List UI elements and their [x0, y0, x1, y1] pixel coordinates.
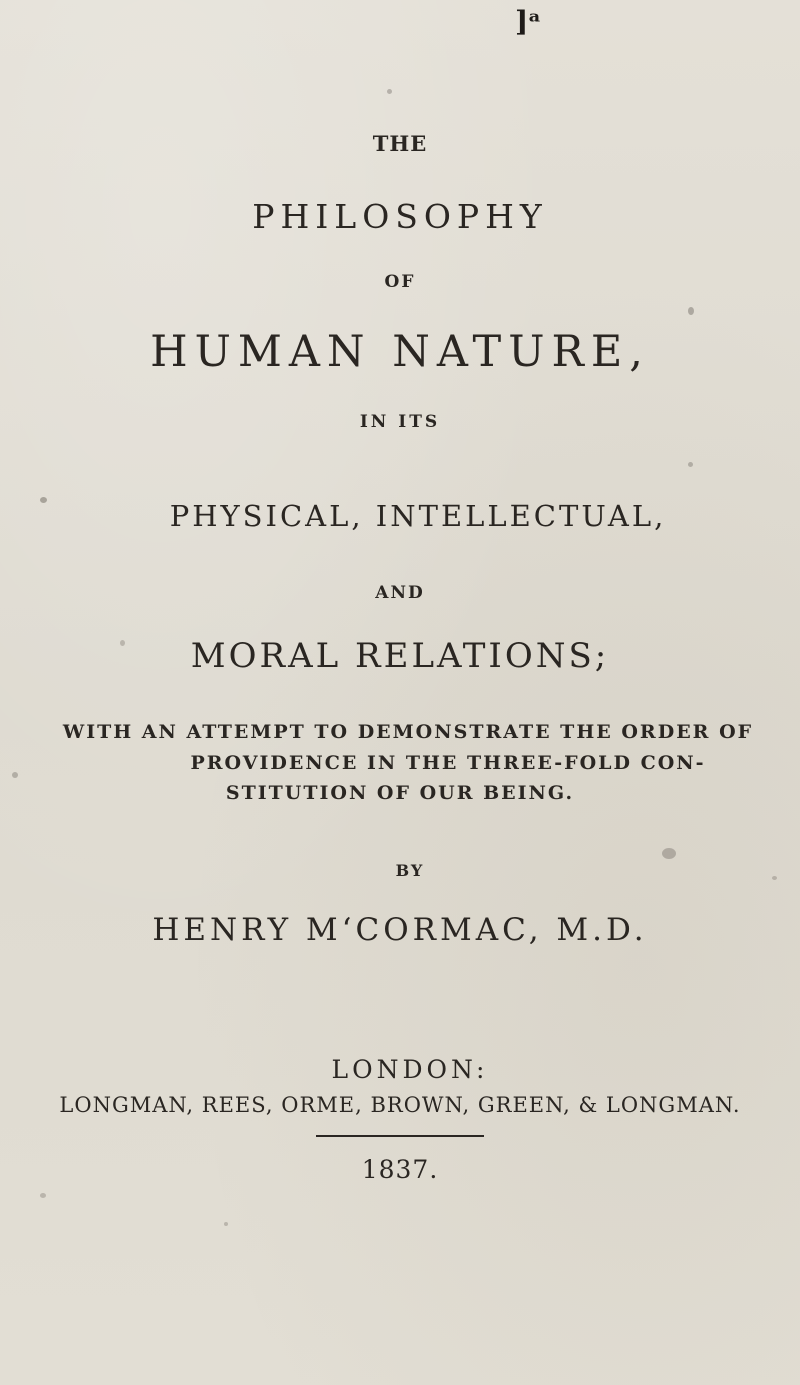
subtitle-line-1: WITH AN ATTEMPT TO DEMONSTRATE THE ORDER OF: [62, 721, 754, 743]
title-in-its: IN ITS: [359, 412, 441, 432]
title-the: THE: [372, 131, 428, 156]
byline-label: BY: [395, 861, 425, 880]
imprint-publisher: LONGMAN, REES, ORME, BROWN, GREEN, & LONGMAN.: [59, 1093, 741, 1117]
paper-speck: [12, 772, 18, 778]
author-name: HENRY M‘CORMAC, M.D.: [152, 912, 648, 948]
paper-speck: [120, 640, 125, 646]
paper-speck: [662, 848, 676, 859]
subtitle-line-2: PROVIDENCE IN THE THREE-FOLD CON-: [190, 752, 706, 774]
title-physical-intellectual: PHYSICAL, INTELLECTUAL,: [169, 499, 667, 533]
imprint-year: 1837.: [361, 1155, 439, 1184]
corner-mark: ]ᵃ: [515, 5, 542, 38]
paper-speck: [224, 1222, 228, 1226]
title-of: OF: [384, 272, 416, 292]
title-moral-relations: MORAL RELATIONS;: [190, 636, 610, 676]
paper-speck: [688, 462, 693, 467]
paper-speck: [772, 876, 777, 880]
paper-speck: [387, 89, 392, 94]
subtitle-line-3: STITUTION OF OUR BEING.: [225, 782, 575, 804]
paper-speck: [40, 497, 47, 503]
paper-speck: [688, 307, 694, 315]
paper-speck: [40, 1193, 46, 1198]
title-human-nature: HUMAN NATURE,: [150, 327, 650, 377]
imprint-rule: [316, 1135, 484, 1137]
imprint-place: LONDON:: [331, 1055, 489, 1084]
title-and: AND: [375, 583, 425, 603]
title-philosophy: PHILOSOPHY: [252, 197, 548, 236]
